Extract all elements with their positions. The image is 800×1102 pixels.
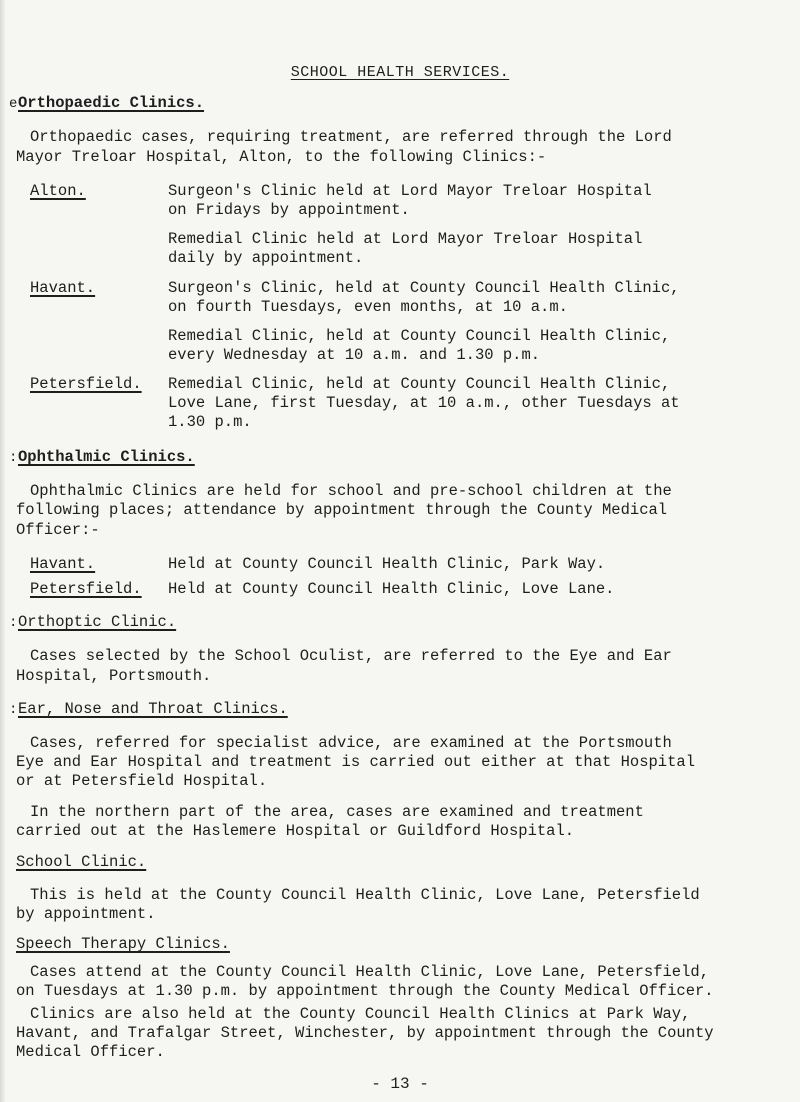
ophthalmic-havant-label: Havant. (30, 555, 96, 573)
ophthalmic-intro-1: Ophthalmic Clinics are held for school and pre-school children at the (30, 482, 672, 500)
orthoptic-line-1: Cases selected by the School Oculist, are referred to the Eye and Ear (30, 647, 672, 665)
school-clinic-line-2: by appointment. (16, 905, 156, 923)
ent-para2-line-1: In the northern part of the area, cases are examined and treatment (30, 803, 644, 821)
havant-line-4: every Wednesday at 10 a.m. and 1.30 p.m. (168, 346, 541, 364)
ent-para1-line-3: or at Petersfield Hospital. (16, 772, 268, 790)
speech-para2-line-1: Clinics are also held at the County Council Health Clinics at Park Way, (30, 1005, 691, 1023)
margin-mark: : (9, 702, 18, 718)
school-clinic-heading: School Clinic. (16, 853, 147, 871)
orthoptic-heading: Orthoptic Clinic. (18, 613, 177, 631)
page-title: SCHOOL HEALTH SERVICES. (290, 64, 510, 81)
alton-line-3: Remedial Clinic held at Lord Mayor Treloar Hospital (168, 230, 643, 248)
ophthalmic-intro-2: following places; attendance by appointment through the County Medical (16, 501, 668, 519)
page-number: - 13 - (371, 1075, 429, 1093)
ent-heading: Ear, Nose and Throat Clinics. (18, 700, 288, 718)
speech-para2-line-3: Medical Officer. (16, 1043, 165, 1061)
ophthalmic-petersfield-label: Petersfield. (30, 580, 142, 598)
petersfield-line-3: 1.30 p.m. (168, 413, 252, 431)
petersfield-line-2: Love Lane, first Tuesday, at 10 a.m., other Tuesdays at (168, 394, 680, 412)
speech-heading: Speech Therapy Clinics. (16, 935, 230, 953)
page-edge (0, 0, 6, 1102)
ophthalmic-petersfield-text: Held at County Council Health Clinic, Love Lane. (168, 580, 615, 598)
ent-para2-line-2: carried out at the Haslemere Hospital or Guildford Hospital. (16, 822, 575, 840)
margin-mark: : (9, 615, 18, 631)
orthoptic-line-2: Hospital, Portsmouth. (16, 667, 212, 685)
alton-label: Alton. (30, 182, 86, 200)
ophthalmic-havant-text: Held at County Council Health Clinic, Park Way. (168, 555, 606, 573)
ophthalmic-heading: Ophthalmic Clinics. (18, 448, 195, 466)
havant-line-2: on fourth Tuesdays, even months, at 10 a.m. (168, 298, 568, 316)
ent-para1-line-1: Cases, referred for specialist advice, are examined at the Portsmouth (30, 734, 672, 752)
school-clinic-line-1: This is held at the County Council Health Clinic, Love Lane, Petersfield (30, 886, 700, 904)
speech-para2-line-2: Havant, and Trafalgar Street, Winchester, by appointment through the County (16, 1024, 714, 1042)
ent-para1-line-2: Eye and Ear Hospital and treatment is carried out either at that Hospital (16, 753, 696, 771)
alton-line-1: Surgeon's Clinic held at Lord Mayor Treloar Hospital (168, 182, 652, 200)
havant-line-3: Remedial Clinic, held at County Council Health Clinic, (168, 327, 671, 345)
petersfield-label: Petersfield. (30, 375, 142, 393)
alton-line-4: daily by appointment. (168, 249, 364, 267)
speech-para1-line-2: on Tuesdays at 1.30 p.m. by appointment through the County Medical Officer. (16, 982, 714, 1000)
petersfield-line-1: Remedial Clinic, held at County Council Health Clinic, (168, 375, 671, 393)
havant-label: Havant. (30, 279, 96, 297)
orthopaedic-heading: Orthopaedic Clinics. (18, 94, 205, 112)
ophthalmic-intro-3: Officer:- (16, 521, 100, 539)
orthopaedic-intro-2: Mayor Treloar Hospital, Alton, to the following Clinics:- (16, 148, 547, 166)
margin-mark: e (9, 96, 18, 112)
havant-line-1: Surgeon's Clinic, held at County Council Health Clinic, (168, 279, 680, 297)
alton-line-2: on Fridays by appointment. (168, 201, 410, 219)
margin-mark: : (9, 450, 18, 466)
orthopaedic-intro-1: Orthopaedic cases, requiring treatment, are referred through the Lord (30, 128, 672, 146)
speech-para1-line-1: Cases attend at the County Council Health Clinic, Love Lane, Petersfield, (30, 963, 710, 981)
